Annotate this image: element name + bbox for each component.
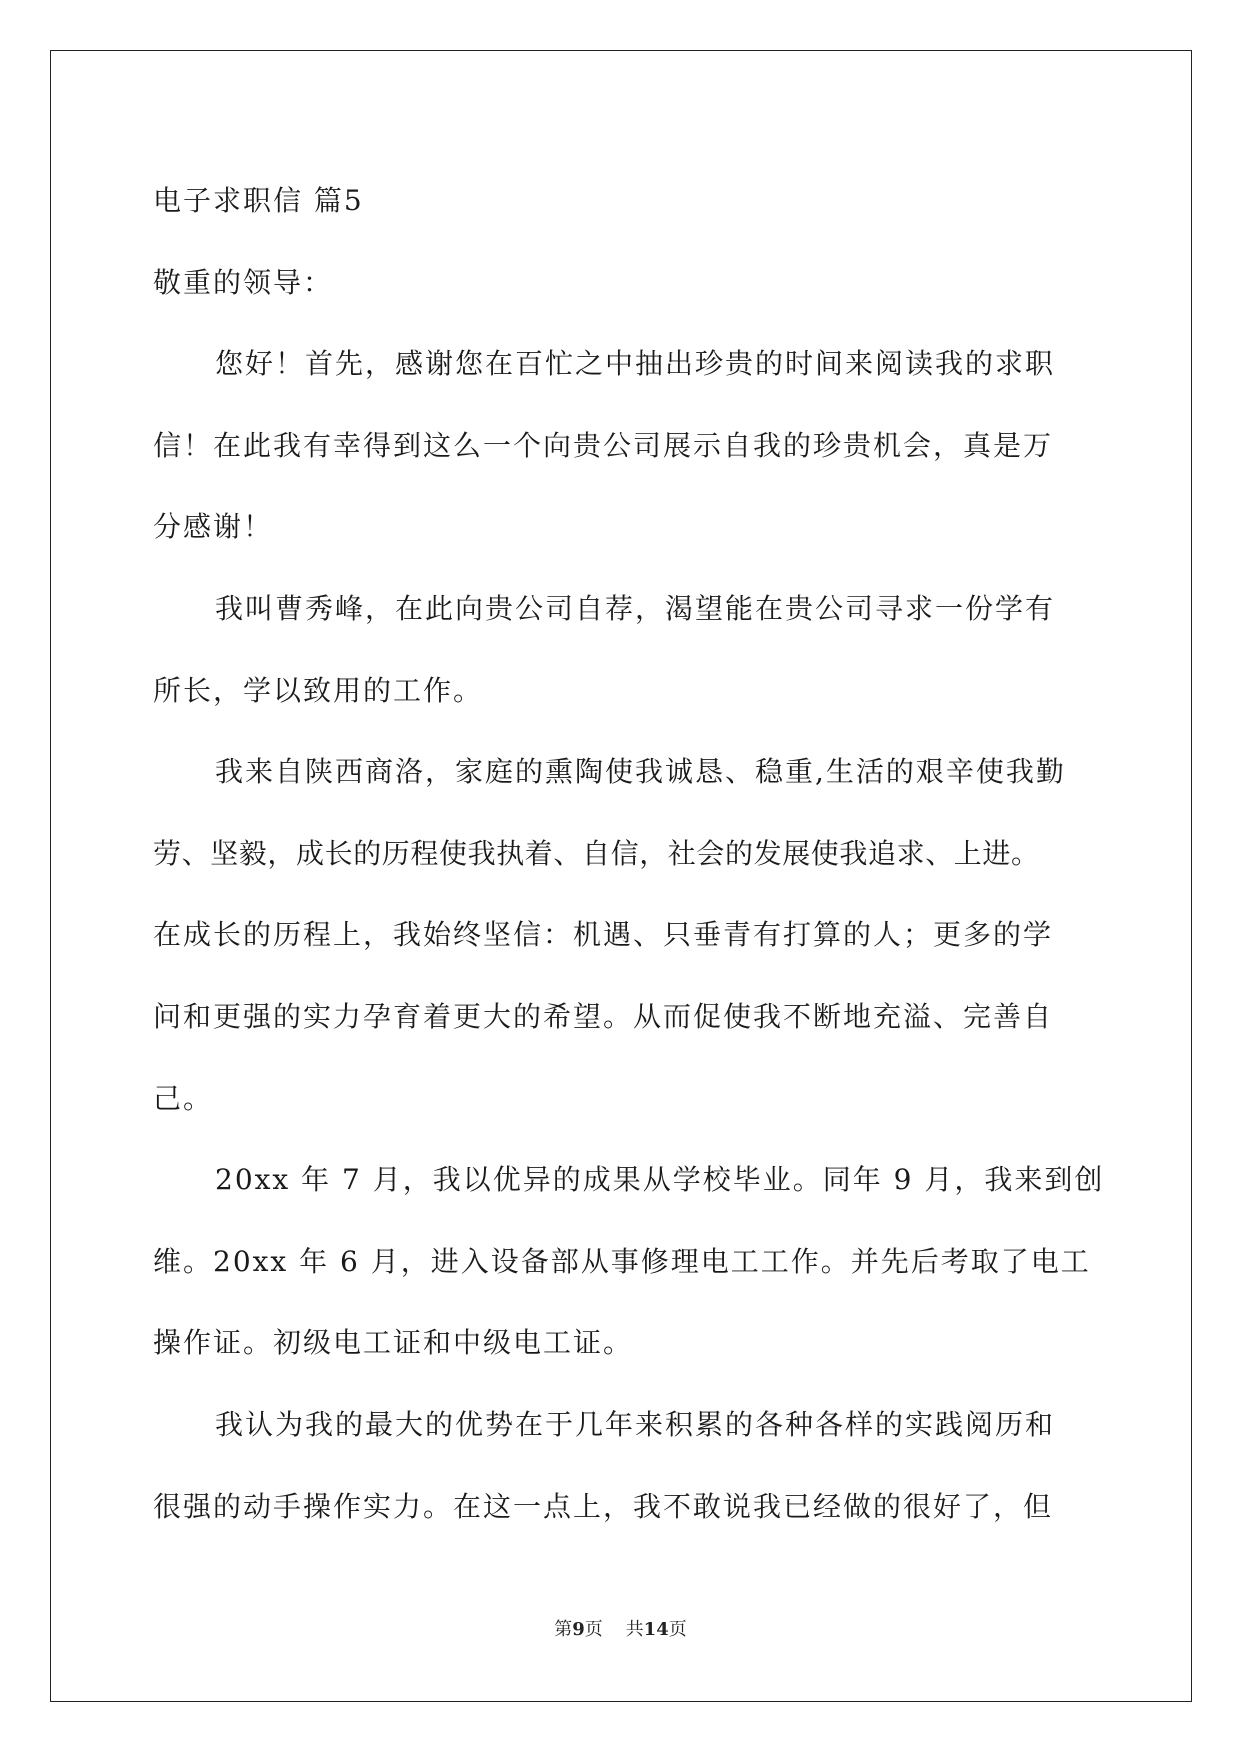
text-line: 我叫曹秀峰，在此向贵公司自荐，渴望能在贵公司寻求一份学有 [215,591,1056,625]
document-title: 电子求职信 篇5 [153,184,364,217]
page-suffix: 页 [584,1619,603,1640]
text-line: 我来自陕西商洛，家庭的熏陶使我诚恳、稳重,生活的艰辛使我勤 [215,755,1066,789]
text-line: 信！在此我有幸得到这么一个向贵公司展示自我的珍贵机会，真是万 [153,428,1054,462]
total-prefix: 共 [625,1619,644,1640]
text-line: 分感谢！ [153,510,274,544]
text-line: 所长，学以致用的工作。 [153,673,484,707]
text-line: 操作证。初级电工证和中级电工证。 [153,1326,634,1360]
page-current: 9 [572,1619,585,1640]
total-suffix: 页 [668,1619,687,1640]
page-prefix: 第 [554,1619,573,1640]
page-footer [0,1618,1241,1642]
text-line: 问和更强的实力孕育着更大的希望。从而促使我不断地充溢、完善自 [153,999,1054,1033]
page-total: 14 [643,1619,669,1640]
text-line: 我认为我的最大的优势在于几年来积累的各种各样的实践阅历和 [215,1407,1056,1441]
text-line: 在成长的历程上，我始终坚信：机遇、只垂青有打算的人；更多的学 [153,918,1054,952]
text-line: 己。 [153,1081,214,1115]
text-line: 敬重的领导： [153,265,334,299]
text-line: 您好！首先，感谢您在百忙之中抽出珍贵的时间来阅读我的求职 [215,347,1056,381]
text-line: 维。20xx 年 6 月，进入设备部从事修理电工工作。并先后考取了电工 [153,1244,1091,1278]
text-line: 劳、坚毅，成长的历程使我执着、自信，社会的发展使我追求、上进。 [153,836,1040,870]
text-line: 很强的动手操作实力。在这一点上，我不敢说我已经做的很好了，但 [153,1489,1054,1523]
document-body [153,160,1105,1547]
text-line: 20xx 年 7 月，我以优异的成果从学校毕业。同年 9 月，我来到创 [215,1163,1105,1197]
